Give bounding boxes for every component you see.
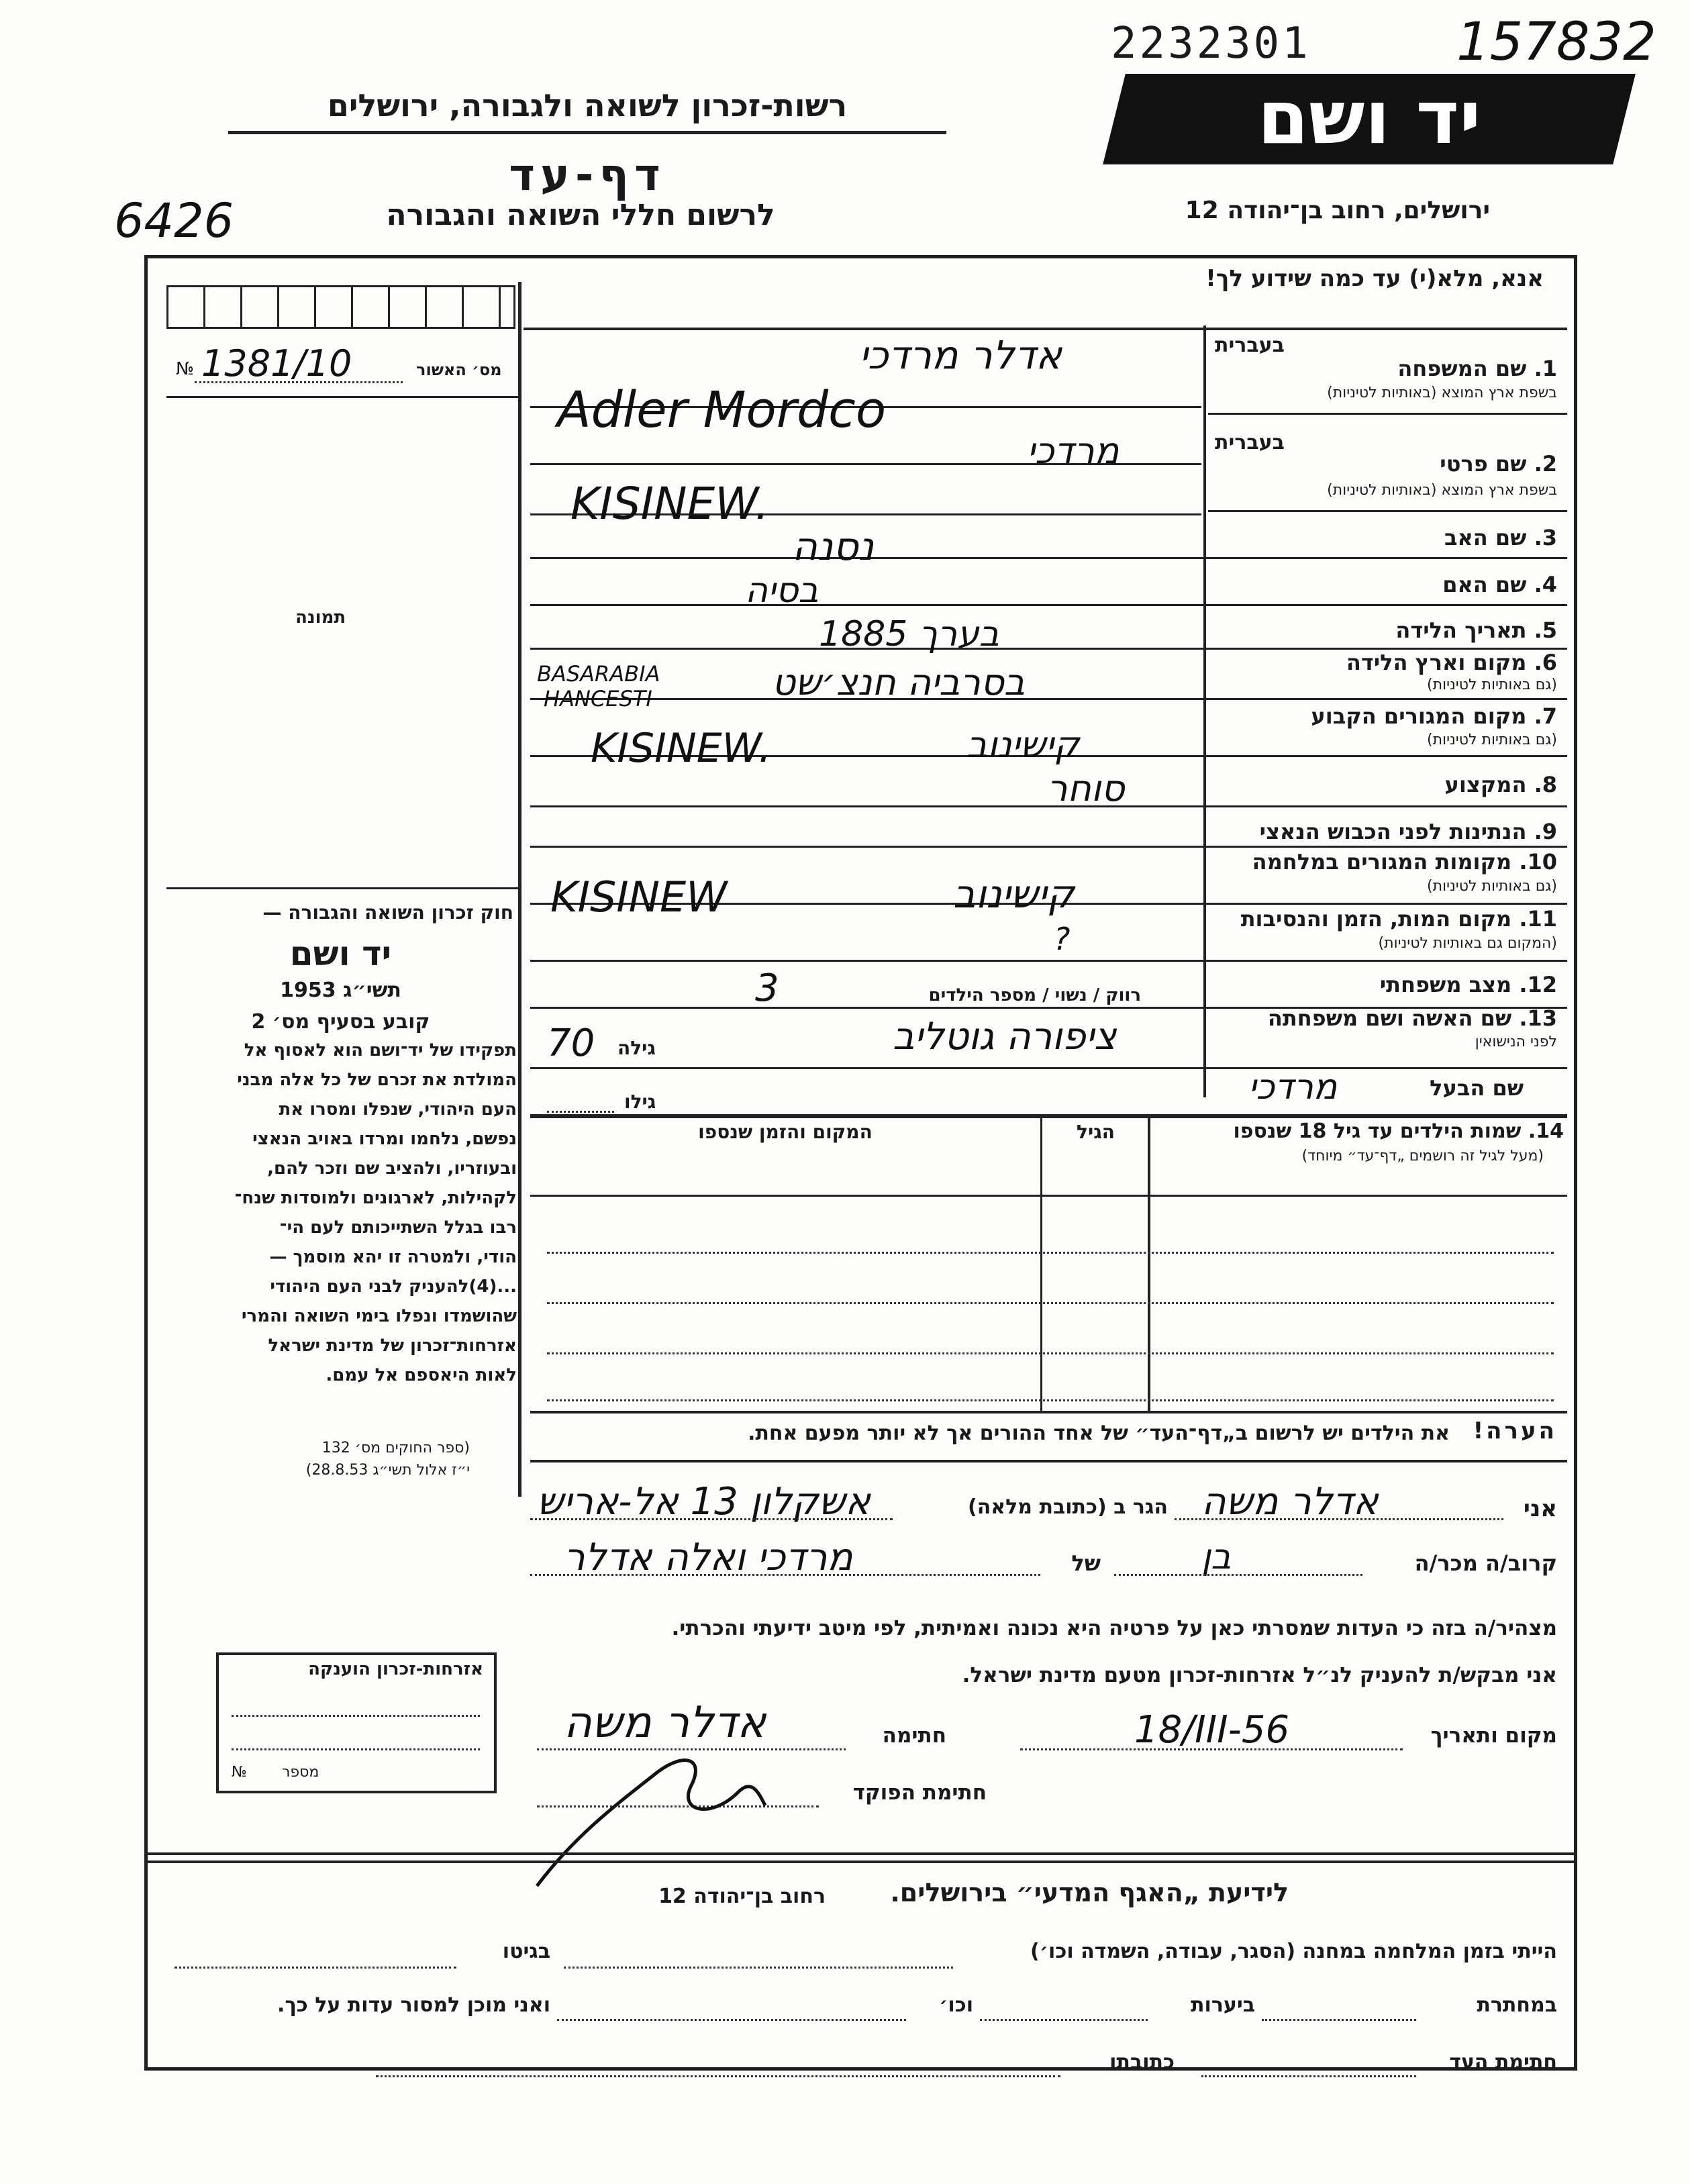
children-col-divider (1040, 1115, 1042, 1411)
field-10-value-latin: KISINEW (550, 873, 728, 922)
field-6-value-hebrew: בסרביה חנצ׳שט (772, 661, 1026, 703)
footer-forests-dotline (980, 2019, 1148, 2021)
note-top-rule (530, 1411, 1567, 1413)
field-13-label: 13. שם האשה ושם משפחתה (1267, 1005, 1557, 1031)
law-reference-2: י״ז אלול תשי״ג 28.8.53) (305, 1462, 470, 1479)
place-date-dotline (1020, 1748, 1403, 1750)
form-title: דף-עד (509, 149, 666, 201)
field-10-label: 10. מקומות המגורים במלחמה (1252, 849, 1557, 875)
citizenship-dotline (232, 1748, 480, 1750)
fill-request: אנא, מלא(י) עד כמה שידוע לך! (1205, 265, 1544, 292)
field-2-sub: בשפת ארץ המוצא (באותיות לטיניות) (1327, 482, 1557, 499)
field-9-label: 9. הנתינות לפני הכבוש הנאצי (1259, 819, 1557, 844)
row-rule (530, 846, 1567, 848)
field-11-value: ? (1054, 921, 1071, 957)
citizenship-number-label: מספר (282, 1764, 319, 1781)
law-year: תשי״ג 1953 (280, 979, 401, 1002)
margin-number-handwritten: 6426 (114, 193, 234, 248)
field-10-sub: (גם באותיות לטיניות) (1427, 878, 1557, 895)
footer-double-rule (144, 1860, 1577, 1863)
law-line: העם היהודי, שנפלו ומסרו את (279, 1099, 517, 1120)
field-14-sub: (מעל לגיל זה רושמים „דף־עד״ מיוחד) (1301, 1148, 1544, 1164)
field-8-label: 8. המקצוע (1444, 772, 1557, 797)
children-header-rule (530, 1195, 1567, 1197)
footer-address-label: כתובתו (1109, 2050, 1175, 2074)
signature-value: אדלר משה (564, 1698, 766, 1748)
footer-line1-camp: הייתי בזמן המלחמה במחנה (הסגר, עבודה, השמדה וכו׳) (1030, 1940, 1557, 1963)
office-address: ירושלים, רחוב בן־יהודה 12 (1185, 197, 1490, 224)
register-number-boxes (166, 285, 515, 329)
relative-dotline (1114, 1574, 1362, 1576)
row-rule (530, 960, 1567, 962)
field-1-label: 1. שם המשפחה (1397, 356, 1557, 381)
officer-signature-label: חתימת הפוקד (852, 1781, 987, 1805)
field-2-value-latin: KISINEW. (570, 478, 770, 530)
field-6-value-latin-1: BASARABIA (537, 661, 660, 687)
field-4-value: בסיה (745, 570, 819, 611)
law-name: יד ושם (289, 934, 392, 973)
law-line: רבו בגלל השתייכותם לעם הי־ (279, 1218, 517, 1238)
field-1-value-hebrew: אדלר מרדכי (859, 332, 1062, 378)
law-line: המולדת את זכרם של כל אלה מבני (237, 1070, 517, 1090)
footer-etc-dotline (557, 2019, 906, 2021)
of-value: מרדכי ואלה אדלר (564, 1536, 853, 1579)
children-row (547, 1252, 1554, 1254)
footer-camp-dotline (564, 1967, 953, 1969)
law-clause: קובע בסעיף מס׳ 2 (251, 1010, 430, 1034)
law-line: לקהילות, לארגונים ולמוסדות שנח־ (234, 1188, 517, 1208)
declarant-label: אני (1523, 1495, 1557, 1522)
law-line: ...(4)להעניק לבני העם היהודי (270, 1277, 517, 1297)
resides-label: הגר ב (כתובת מלאה) (967, 1495, 1168, 1519)
law-line: ובעוזריו, ולהציב שם וזכר להם, (267, 1158, 517, 1179)
note-bottom-rule (530, 1460, 1567, 1462)
footer-notice: לידיעת „האגף המדעי״ בירושלים. (890, 1878, 1289, 1907)
field-13-sub: לפני הנישואין (1475, 1034, 1557, 1050)
register-separator (166, 396, 519, 398)
field-13-age-label: גילה (617, 1037, 656, 1059)
authority-underline (228, 131, 946, 134)
note-label: הערה! (1473, 1418, 1557, 1444)
declaration-statement: מצהיר/ה בזה כי העדות שמסרתי כאן על פרטיה היא נכונה ואמיתית, לפי מיטב ידיעתי והכרתי. (671, 1616, 1557, 1640)
law-line: תפקידו של יד־ושם הוא לאסוף אל (244, 1040, 517, 1060)
children-row (547, 1399, 1554, 1401)
values-top-rule (524, 328, 1567, 330)
citizenship-number-sign: № (232, 1764, 247, 1781)
field-8-value: סוחר (1047, 767, 1125, 809)
declaration-request: אני מבקש/ת להעניק לנ״ל אזרחות-זכרון מטעם מדינת ישראל. (962, 1663, 1557, 1687)
footer-underground-dotline (1262, 2019, 1416, 2021)
field-7-sub: (גם באותיות לטיניות) (1427, 732, 1557, 748)
row-rule (1208, 510, 1567, 512)
hebrew-tag: בעברית (1215, 431, 1285, 454)
citizenship-dotline (232, 1715, 480, 1717)
husband-age-label: גילו (624, 1091, 656, 1113)
footer-line1-ghetto: בגיטו (502, 1940, 550, 1963)
field-10-value-hebrew: קישינוב (953, 871, 1075, 917)
row-rule (530, 1067, 1567, 1069)
record-number-stamp: 2232301 (1111, 19, 1311, 68)
children-row (547, 1352, 1554, 1354)
field-3-value: נסנה (792, 524, 874, 569)
children-col-age: הגיל (1077, 1121, 1115, 1143)
of-label: של (1071, 1550, 1101, 1576)
field-13-value: ציפורה גוטליב (893, 1015, 1117, 1058)
citizenship-box-title: אזרחות-זכרון הוענקה (308, 1659, 483, 1679)
field-11-label: 11. מקום המות, הזמן והנסיבות (1240, 906, 1557, 932)
note-text: את הילדים יש לרשום ב„דף־העד״ של אחד ההורים אך לא יותר מפעם אחת. (747, 1422, 1450, 1445)
law-line: אזרחות־זכרון של מדינת ישראל (268, 1336, 517, 1356)
law-title: חוק זכרון השואה והגבורה — (262, 901, 513, 924)
field-3-label: 3. שם האב (1444, 525, 1557, 550)
footer-line2-etc: וכו׳ (939, 1993, 973, 2017)
children-row (547, 1302, 1554, 1304)
footer-line2-forests: ביערות (1191, 1993, 1255, 2017)
row-rule (530, 604, 1567, 606)
hebrew-tag: בעברית (1215, 334, 1285, 357)
row-rule (530, 557, 1567, 559)
field-6-sub: (גם באותיות לטיניות) (1427, 677, 1557, 693)
field-5-value: בערך 1885 (819, 614, 999, 654)
law-line: הודי, ולמטרה זו יהא מוסמך — (269, 1247, 517, 1267)
footer-witness-signature-label: חתימת העד (1449, 2050, 1557, 2074)
declarant-value: אדלר משה (1201, 1480, 1379, 1524)
field-12-children-count: 3 (755, 966, 779, 1010)
yad-vashem-logo-text: יד ושם (1257, 75, 1481, 160)
husband-age-dotline (547, 1111, 614, 1113)
row-rule (1208, 413, 1567, 415)
law-top-rule (166, 887, 519, 889)
field-5-label: 5. תאריך הלידה (1395, 617, 1557, 643)
law-line: לאות היאספם אל עמם. (326, 1365, 517, 1385)
resides-dotline (530, 1518, 893, 1520)
archive-number-handwritten: 157832 (1456, 12, 1656, 72)
field-7-value-hebrew: קישינוב (966, 724, 1080, 766)
of-dotline (530, 1574, 1040, 1576)
children-col-divider (1148, 1115, 1150, 1411)
field-11-sub: (המקום גם באותיות לטיניות) (1378, 935, 1557, 952)
declarant-dotline (1175, 1518, 1503, 1520)
field-12-options: רווק / נשוי / מספר הילדים (928, 985, 1141, 1005)
footer-top-rule (144, 1852, 1577, 1855)
relative-value: בן (1201, 1537, 1232, 1577)
footer-witness-dotline (1201, 2075, 1416, 2077)
law-line: שהושמדו ונפלו בימי השואה והמרי (241, 1306, 517, 1326)
children-table-top (530, 1115, 1567, 1118)
field-2-value-hebrew: מרדכי (1027, 430, 1120, 472)
law-text (158, 1040, 517, 1395)
field-7-value-latin: KISINEW. (591, 725, 772, 772)
officer-signature-scribble (524, 1718, 779, 1893)
footer-ghetto-dotline (175, 1967, 456, 1969)
left-column-divider (518, 282, 521, 1497)
form-subtitle: לרשום חללי השואה והגבורה (386, 198, 775, 232)
row-rule (530, 698, 1567, 700)
register-number-value: 1381/10 (201, 342, 352, 385)
husband-value: מרדכי (1248, 1067, 1338, 1107)
signature-label: חתימה (882, 1724, 946, 1748)
footer-address-dotline (376, 2075, 1060, 2077)
field-13-age-value: 70 (547, 1022, 595, 1065)
labels-column-divider (1203, 326, 1206, 1097)
register-number-label: מס׳ האשור (416, 360, 502, 379)
place-date-value: 18/III-56 (1134, 1708, 1290, 1752)
footer-line2-underground: במחתרת (1477, 1993, 1557, 2017)
field-2-label: 2. שם פרטי (1440, 451, 1557, 477)
footer-address: רחוב בן־יהודה 12 (658, 1885, 826, 1908)
field-4-label: 4. שם האם (1442, 572, 1557, 597)
field-1-value-latin: Adler Mordco (557, 381, 887, 439)
field-1-sub: בשפת ארץ המוצא (באותיות לטיניות) (1327, 385, 1557, 401)
field-6-value-latin-2: HANCESTI (544, 686, 652, 711)
place-date-label: מקום ותאריך (1430, 1724, 1557, 1748)
children-col-place: המקום והזמן שנספו (698, 1121, 873, 1143)
register-number-sign: № (176, 359, 195, 379)
register-number-dotline (195, 381, 403, 383)
authority-name: רשות-זכרון לשואה ולגבורה, ירושלים (327, 87, 848, 123)
footer-line2-testify: ואני מוכן למסור עדות על כך. (277, 1993, 550, 2017)
field-7-label: 7. מקום המגורים הקבוע (1311, 703, 1557, 729)
photo-placeholder-label: תמונה (295, 607, 346, 628)
field-12-label: 12. מצב משפחתי (1379, 972, 1557, 997)
law-line: נפשם, נלחמו ומרדו באויב הנאצי (252, 1129, 517, 1149)
resides-value: אשקלון 13 אל-אריש (537, 1480, 871, 1524)
field-6-label: 6. מקום וארץ הלידה (1346, 650, 1557, 675)
law-reference-1: (ספר החוקים מס׳ 132 (321, 1440, 470, 1456)
relative-label: קרוב/ה מכר/ה (1414, 1550, 1557, 1576)
husband-label: שם הבעל (1430, 1075, 1524, 1101)
field-14-label: 14. שמות הילדים עד גיל 18 שנספו (1233, 1120, 1564, 1143)
